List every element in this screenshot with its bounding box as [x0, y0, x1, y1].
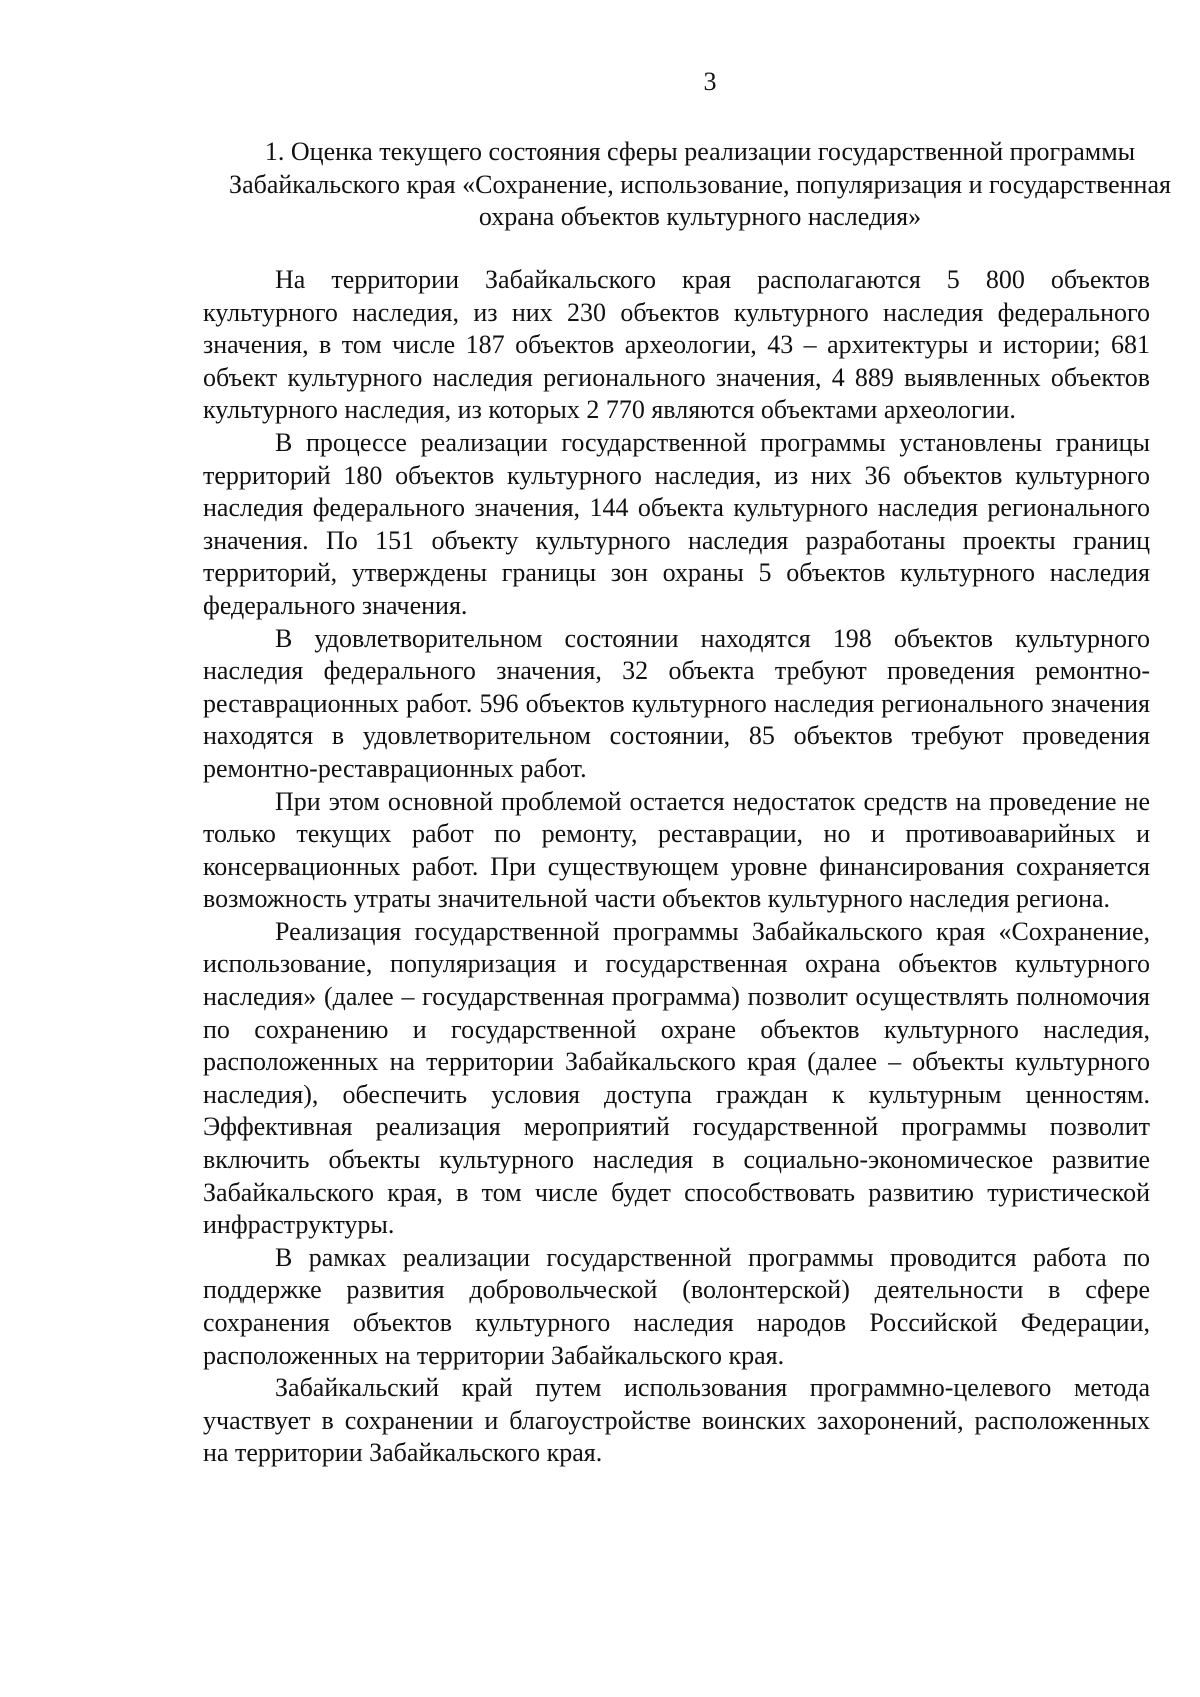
section-heading: 1. Оценка текущего состояния сферы реализации государственной программы Забайкальского края «Сохранение, использование, популяризация и государственная охрана объектов культурного наследия» [229, 137, 1171, 231]
page-number: 3 [703, 67, 717, 96]
paragraph: Реализация государственной программы Забайкальского края «Сохранение, использование, популяризация и государственная охрана объектов культурного наследия» (далее – государственная программа) позволит осуществлять полномочия по сохранению и государственной охране объектов культурного наследия, расположенных на территории Забайкальского края (далее – объекты культурного наследия), обеспечить условия доступа граждан к культурным ценностям. Эффективная реализация мероприятий государственной программы позволит включить объекты культурного наследия в социально-экономическое развитие Забайкальского края, в том числе будет способствовать развитию туристической инфраструктуры. [203, 916, 1150, 1240]
paragraph: Забайкальский край путем использования программно-целевого метода участвует в сохранении и благоустройстве воинских захоронений, расположенных на территории Забайкальского края. [203, 1373, 1150, 1468]
paragraph: В удовлетворительном состоянии находятся 198 объектов культурного наследия федерального значения, 32 объекта требуют проведения ремонтно-реставрационных работ. 596 объектов культурного наследия регионального значения находятся в удовлетворительном состоянии, 85 объектов требуют проведения ремонтно-реставрационных работ. [203, 623, 1150, 783]
paragraph: В рамках реализации государственной программы проводится работа по поддержке развития добровольческой (волонтерской) деятельности в сфере сохранения объектов культурного наследия народов Российской Федерации, расположенных на территории Забайкальского края. [203, 1242, 1150, 1370]
paragraph: В процессе реализации государственной программы установлены границы территорий 180 объектов культурного наследия, из них 36 объектов культурного наследия федерального значения, 144 объекта культурного наследия регионального значения. По 151 объекту культурного наследия разработаны проекты границ территорий, утверждены границы зон охраны 5 объектов культурного наследия федерального значения. [203, 427, 1150, 620]
paragraph: При этом основной проблемой остается недостаток средств на проведение не только текущих работ по ремонту, реставрации, но и противоаварийных и консервационных работ. При существующем уровне финансирования сохраняется возможность утраты значительной части объектов культурного наследия региона. [203, 786, 1150, 914]
paragraph: На территории Забайкальского края располагаются 5 800 объектов культурного наследия, из них 230 объектов культурного наследия федерального значения, в том числе 187 объектов археологии, 43 – архитектуры и истории; 681 объект культурного наследия регионального значения, 4 889 выявленных объектов культурного наследия, из которых 2 770 являются объектами археологии. [203, 265, 1150, 425]
document-body [203, 264, 1150, 1470]
